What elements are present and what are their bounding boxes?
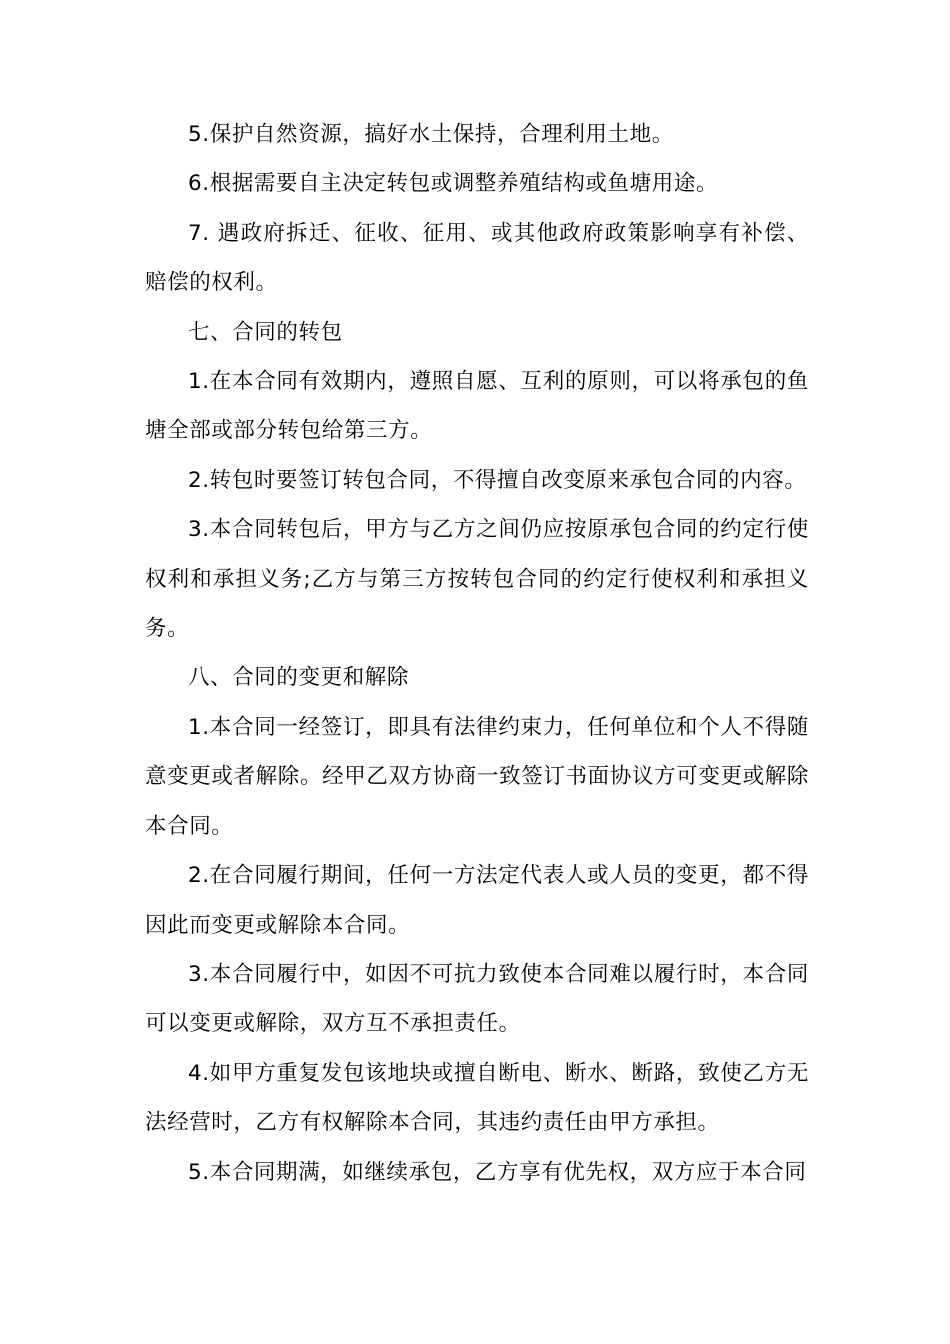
- document-body: [145, 110, 809, 1197]
- clause-6-7: 7. 遇政府拆迁、征收、征用、或其他政府政策影响享有补偿、赔偿的权利。: [145, 220, 809, 296]
- section-heading-8: 八、合同的变更和解除: [188, 665, 410, 691]
- clause-8-1: 1.本合同一经签订，即具有法律约束力，任何单位和个人不得随意变更或者解除。经甲乙双方协商一致签订书面协议方可变更或解除本合同。: [145, 714, 809, 839]
- clause-7-2: 2.转包时要签订转包合同，不得擅自改变原来承包合同的内容。: [188, 467, 807, 493]
- clause-8-4: 4.如甲方重复发包该地块或擅自断电、断水、断路，致使乙方无法经营时，乙方有权解除本合同，其违约责任由甲方承担。: [145, 1060, 809, 1136]
- clause-6-6: 6.根据需要自主决定转包或调整养殖结构或鱼塘用途。: [188, 171, 719, 197]
- clause-8-2: 2.在合同履行期间，任何一方法定代表人或人员的变更，都不得因此而变更或解除本合同。: [145, 863, 809, 938]
- clause-7-3: 3.本合同转包后，甲方与乙方之间仍应按原承包合同的约定行使权利和承担义务;乙方与第三方按转包合同的约定行使权利和承担义务。: [145, 517, 809, 642]
- clause-6-5: 5.保护自然资源，搞好水土保持，合理利用土地。: [188, 122, 674, 147]
- clause-8-3: 3.本合同履行中，如因不可抗力致使本合同难以履行时，本合同可以变更或解除，双方互不承担责任。: [145, 961, 809, 1037]
- clause-8-5: 5.本合同期满，如继续承包，乙方享有优先权，双方应于本合同: [188, 1159, 807, 1185]
- clause-7-1: 1.在本合同有效期内，遵照自愿、互利的原则，可以将承包的鱼塘全部或部分转包给第三方。: [145, 369, 809, 444]
- section-heading-7: 七、合同的转包: [188, 319, 343, 345]
